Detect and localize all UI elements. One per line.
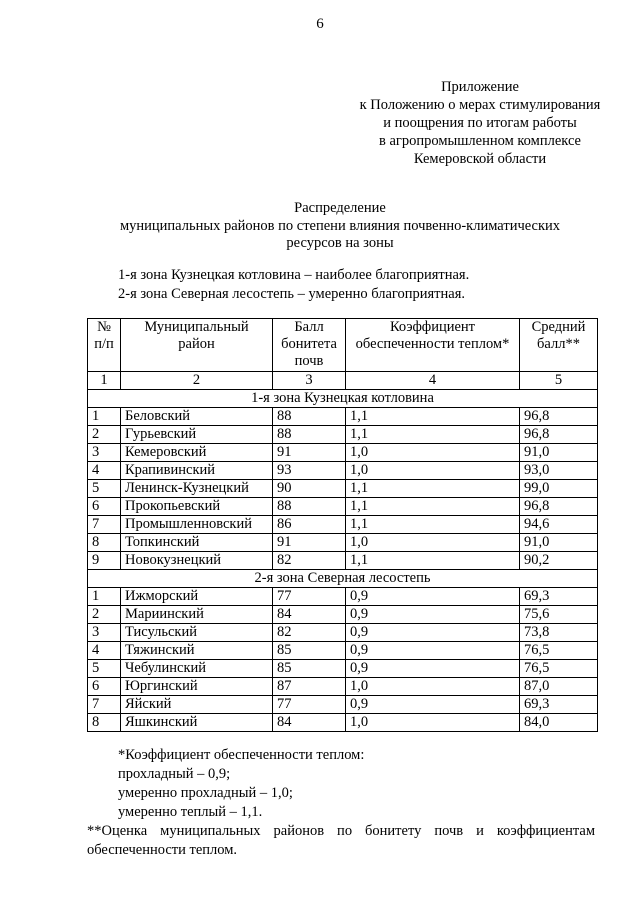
soil-score: 91 (273, 534, 346, 552)
soil-score: 86 (273, 516, 346, 534)
row-number: 4 (88, 462, 121, 480)
header-text: п/п (94, 336, 114, 352)
district-name: Новокузнецкий (121, 552, 273, 570)
row-number: 9 (88, 552, 121, 570)
average-score: 69,3 (520, 588, 598, 606)
column-number: 1 (88, 372, 121, 390)
column-number: 3 (273, 372, 346, 390)
soil-score: 88 (273, 498, 346, 516)
district-name: Ленинск-Кузнецкий (121, 480, 273, 498)
row-number: 6 (88, 678, 121, 696)
title-line: ресурсов на зоны (286, 235, 394, 251)
table-row (88, 552, 598, 570)
district-name: Крапивинский (121, 462, 273, 480)
heat-coefficient: 1,1 (346, 498, 520, 516)
average-score: 93,0 (520, 462, 598, 480)
average-score: 96,8 (520, 426, 598, 444)
appendix-header (300, 78, 640, 168)
footnote-line: прохладный – 0,9; (118, 766, 231, 782)
district-name: Мариинский (121, 606, 273, 624)
average-score: 96,8 (520, 498, 598, 516)
header-text: почв (294, 353, 324, 369)
table-row (88, 498, 598, 516)
table-row (88, 624, 598, 642)
appendix-line: Кемеровской области (413, 151, 547, 167)
table-row (88, 462, 598, 480)
heat-coefficient: 1,0 (346, 714, 520, 732)
heat-coefficient: 1,0 (346, 444, 520, 462)
header-cell-number (88, 319, 121, 372)
row-number: 4 (88, 642, 121, 660)
zone-title-row (88, 390, 598, 408)
district-name: Юргинский (121, 678, 273, 696)
heat-coefficient: 1,1 (346, 426, 520, 444)
row-number: 5 (88, 480, 121, 498)
appendix-line: к Положению о мерах стимулирования (359, 97, 601, 113)
row-number: 1 (88, 588, 121, 606)
zone-intro-line: 2-я зона Северная лесостепь – умеренно благоприятная. (118, 286, 466, 302)
soil-score: 85 (273, 642, 346, 660)
header-text: обеспеченности теплом* (355, 336, 510, 352)
table-row (88, 516, 598, 534)
table-row (88, 642, 598, 660)
heat-coefficient: 1,1 (346, 480, 520, 498)
average-score: 87,0 (520, 678, 598, 696)
soil-score: 87 (273, 678, 346, 696)
average-score: 69,3 (520, 696, 598, 714)
row-number: 7 (88, 696, 121, 714)
row-number: 5 (88, 660, 121, 678)
heat-coefficient: 0,9 (346, 606, 520, 624)
district-name: Ижморский (121, 588, 273, 606)
average-score: 91,0 (520, 444, 598, 462)
soil-score: 91 (273, 444, 346, 462)
heat-coefficient: 1,0 (346, 534, 520, 552)
footnote-score-note: **Оценка муниципальных районов по бонитету почв и коэффициентам обеспеченности теплом. (87, 823, 595, 858)
zone-intro-line: 1-я зона Кузнецкая котловина – наиболее благоприятная. (118, 267, 470, 283)
table-row (88, 408, 598, 426)
column-numbers-row (88, 372, 598, 390)
header-cell-average-score (520, 319, 598, 372)
row-number: 8 (88, 714, 121, 732)
row-number: 2 (88, 426, 121, 444)
zone-title-row (88, 570, 598, 588)
soil-score: 77 (273, 696, 346, 714)
heat-coefficient: 0,9 (346, 642, 520, 660)
soil-score: 88 (273, 426, 346, 444)
footnote-line: *Коэффициент обеспеченности теплом: (118, 747, 365, 763)
average-score: 73,8 (520, 624, 598, 642)
district-name: Кемеровский (121, 444, 273, 462)
average-score: 75,6 (520, 606, 598, 624)
average-score: 99,0 (520, 480, 598, 498)
soil-score: 90 (273, 480, 346, 498)
average-score: 76,5 (520, 660, 598, 678)
average-score: 96,8 (520, 408, 598, 426)
district-name: Яйский (121, 696, 273, 714)
header-text: № (97, 319, 111, 335)
table-row (88, 696, 598, 714)
table-row (88, 480, 598, 498)
average-score: 76,5 (520, 642, 598, 660)
district-name: Тяжинский (121, 642, 273, 660)
soil-score: 77 (273, 588, 346, 606)
title-line: муниципальных районов по степени влияния почвенно-климатических (119, 217, 561, 234)
column-number: 4 (346, 372, 520, 390)
footnote-line: умеренно прохладный – 1,0; (118, 785, 293, 801)
row-number: 8 (88, 534, 121, 552)
district-name: Гурьевский (121, 426, 273, 444)
zone-title: 2-я зона Северная лесостепь (88, 570, 598, 588)
table-row (88, 678, 598, 696)
header-text: Коэффициент (389, 319, 476, 335)
districts-table (87, 318, 598, 732)
soil-score: 82 (273, 624, 346, 642)
soil-score: 93 (273, 462, 346, 480)
soil-score: 85 (273, 660, 346, 678)
district-name: Чебулинский (121, 660, 273, 678)
header-text: бонитета (281, 336, 337, 352)
heat-coefficient: 0,9 (346, 624, 520, 642)
header-text: Средний (531, 319, 586, 335)
header-text: район (178, 336, 215, 352)
heat-coefficient: 0,9 (346, 660, 520, 678)
average-score: 90,2 (520, 552, 598, 570)
table-row (88, 588, 598, 606)
header-cell-heat-coefficient (346, 319, 520, 372)
column-number: 2 (121, 372, 273, 390)
heat-coefficient: 1,0 (346, 462, 520, 480)
soil-score: 82 (273, 552, 346, 570)
table-row (88, 444, 598, 462)
footnote-line: умеренно теплый – 1,1. (118, 804, 263, 820)
appendix-line: в агропромышленном комплексе (378, 133, 581, 149)
title-line: Распределение (294, 200, 386, 216)
header-text: балл** (537, 336, 580, 352)
soil-score: 84 (273, 606, 346, 624)
heat-coefficient: 1,1 (346, 516, 520, 534)
header-cell-soil-score (273, 319, 346, 372)
header-cell-district (121, 319, 273, 372)
table-row (88, 714, 598, 732)
header-text: Муниципальный (144, 319, 249, 335)
document-title (60, 200, 620, 253)
district-name: Топкинский (121, 534, 273, 552)
district-name: Яшкинский (121, 714, 273, 732)
row-number: 1 (88, 408, 121, 426)
zones-intro (118, 266, 469, 304)
average-score: 91,0 (520, 534, 598, 552)
row-number: 6 (88, 498, 121, 516)
appendix-line: Приложение (441, 79, 519, 95)
soil-score: 84 (273, 714, 346, 732)
header-text: Балл (294, 319, 324, 335)
district-name: Беловский (121, 408, 273, 426)
district-name: Тисульский (121, 624, 273, 642)
district-name: Прокопьевский (121, 498, 273, 516)
row-number: 2 (88, 606, 121, 624)
page-number: 6 (316, 16, 324, 32)
heat-coefficient: 1,1 (346, 552, 520, 570)
heat-coefficient: 0,9 (346, 588, 520, 606)
footnotes (118, 746, 364, 822)
table-header-row (88, 319, 598, 372)
table-row (88, 534, 598, 552)
row-number: 7 (88, 516, 121, 534)
table-row (88, 426, 598, 444)
average-score: 94,6 (520, 516, 598, 534)
soil-score: 88 (273, 408, 346, 426)
heat-coefficient: 0,9 (346, 696, 520, 714)
appendix-line: и поощрения по итогам работы (383, 115, 577, 131)
row-number: 3 (88, 624, 121, 642)
table-row (88, 660, 598, 678)
row-number: 3 (88, 444, 121, 462)
district-name: Промышленновский (121, 516, 273, 534)
column-number: 5 (520, 372, 598, 390)
heat-coefficient: 1,0 (346, 678, 520, 696)
average-score: 84,0 (520, 714, 598, 732)
zone-title: 1-я зона Кузнецкая котловина (88, 390, 598, 408)
table-row (88, 606, 598, 624)
heat-coefficient: 1,1 (346, 408, 520, 426)
